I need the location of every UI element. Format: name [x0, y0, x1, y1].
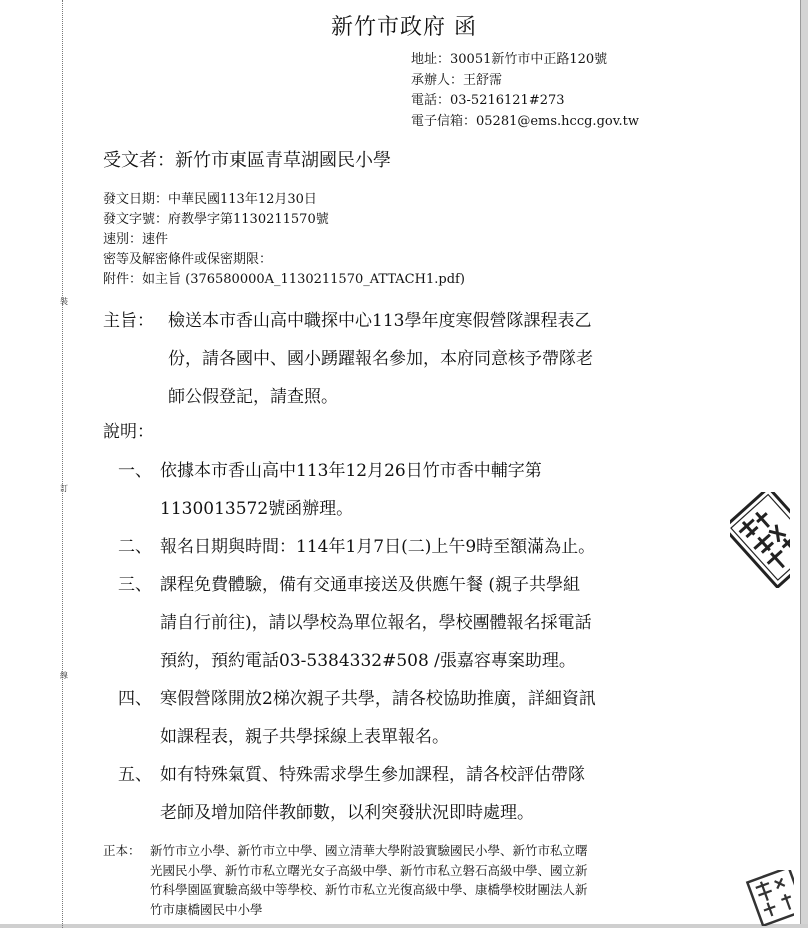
binding-line [62, 0, 63, 928]
meta-block [103, 190, 465, 290]
contact-block [411, 50, 639, 132]
binding-mark-ding: 訂 [60, 484, 68, 493]
copies-line: 竹科學園區實驗高級中等學校、新竹市私立光復高級中學、康橋學校財團法人新 [150, 882, 588, 897]
item-number: 三、 [118, 575, 152, 595]
explain-item-1 [118, 452, 596, 528]
subject-line-3: 師公假登記，請查照。 [168, 387, 338, 407]
explain-item-2 [118, 528, 596, 566]
copies-label: 正本： [103, 843, 141, 858]
explain-label: 說明： [103, 422, 154, 442]
contact-address: 地址：30051新竹市中正路120號 [411, 52, 608, 67]
copies-block [103, 841, 588, 919]
explain-item-4 [118, 680, 596, 756]
binding-mark-zhuang: 裝 [60, 297, 68, 306]
item-line: 請自行前往)，請以學校為單位報名，學校團體報名採電話 [160, 613, 592, 633]
explain-item-5 [118, 756, 596, 832]
item-line: 如有特殊氣質、特殊需求學生參加課程，請各校評估帶隊 [160, 765, 585, 785]
subject-line-1: 檢送本市香山高中職探中心113學年度寒假營隊課程表乙 [168, 311, 592, 331]
copies-line: 新竹市立小學、新竹市立中學、國立清華大學附設實驗國民小學、新竹市私立曙 [150, 843, 588, 858]
item-line: 依據本市香山高中113年12月26日竹市香中輔字第 [160, 461, 542, 481]
item-line: 老師及增加陪伴教師數，以利突發狀況即時處理。 [160, 803, 534, 823]
item-number: 五、 [118, 765, 152, 785]
explain-items [118, 452, 596, 832]
explain-item-3 [118, 566, 596, 680]
item-number: 四、 [118, 689, 152, 709]
meta-date: 發文日期：中華民國113年12月30日 [103, 192, 317, 207]
contact-email: 電子信箱：05281@ems.hccg.gov.tw [411, 113, 640, 129]
item-line: 1130013572號函辦理。 [160, 499, 354, 519]
binding-mark-xian: 線 [60, 671, 68, 680]
contact-handler: 承辦人：王舒霈 [411, 72, 503, 88]
recipient: 受文者：新竹市東區青草湖國民小學 [103, 150, 391, 171]
item-number: 二、 [118, 537, 152, 557]
page-frame-bottom [0, 924, 808, 928]
contact-phone: 電話：03-5216121#273 [411, 93, 565, 108]
item-line: 如課程表，親子共學採線上表單報名。 [160, 727, 449, 747]
meta-speed: 速別：速件 [103, 232, 169, 247]
seal-stamp-partial [744, 870, 794, 926]
item-number: 一、 [118, 461, 152, 481]
item-line: 預約，預約電話03-5384332#508 /張嘉容專案助理。 [160, 651, 576, 671]
meta-secrecy: 密等及解密條件或保密期限： [103, 252, 273, 267]
copies-line: 光國民小學、新竹市私立曙光女子高級中學、新竹市私立磐石高級中學、國立新 [150, 862, 588, 878]
document-title: 新竹市政府 函 [331, 15, 477, 40]
item-line: 報名日期與時間：114年1月7日(二)上午9時至額滿為止。 [160, 537, 596, 557]
meta-doc-no: 發文字號：府教學字第1130211570號 [103, 212, 329, 227]
page-frame-right [800, 0, 808, 928]
official-seal-stamp [730, 492, 790, 588]
subject-label: 主旨： [103, 311, 154, 331]
subject-line-2: 份，請各國中、國小踴躍報名參加，本府同意核予帶隊老 [168, 349, 593, 369]
item-line: 課程免費體驗，備有交通車接送及供應午餐 (親子共學組 [160, 575, 581, 595]
copies-line: 竹市康橋國民中小學 [150, 901, 263, 917]
meta-attachment: 附件：如主旨 (376580000A_1130211570_ATTACH1.pdf) [103, 272, 465, 287]
item-line: 寒假營隊開放2梯次親子共學，請各校協助推廣，詳細資訊 [160, 689, 596, 709]
